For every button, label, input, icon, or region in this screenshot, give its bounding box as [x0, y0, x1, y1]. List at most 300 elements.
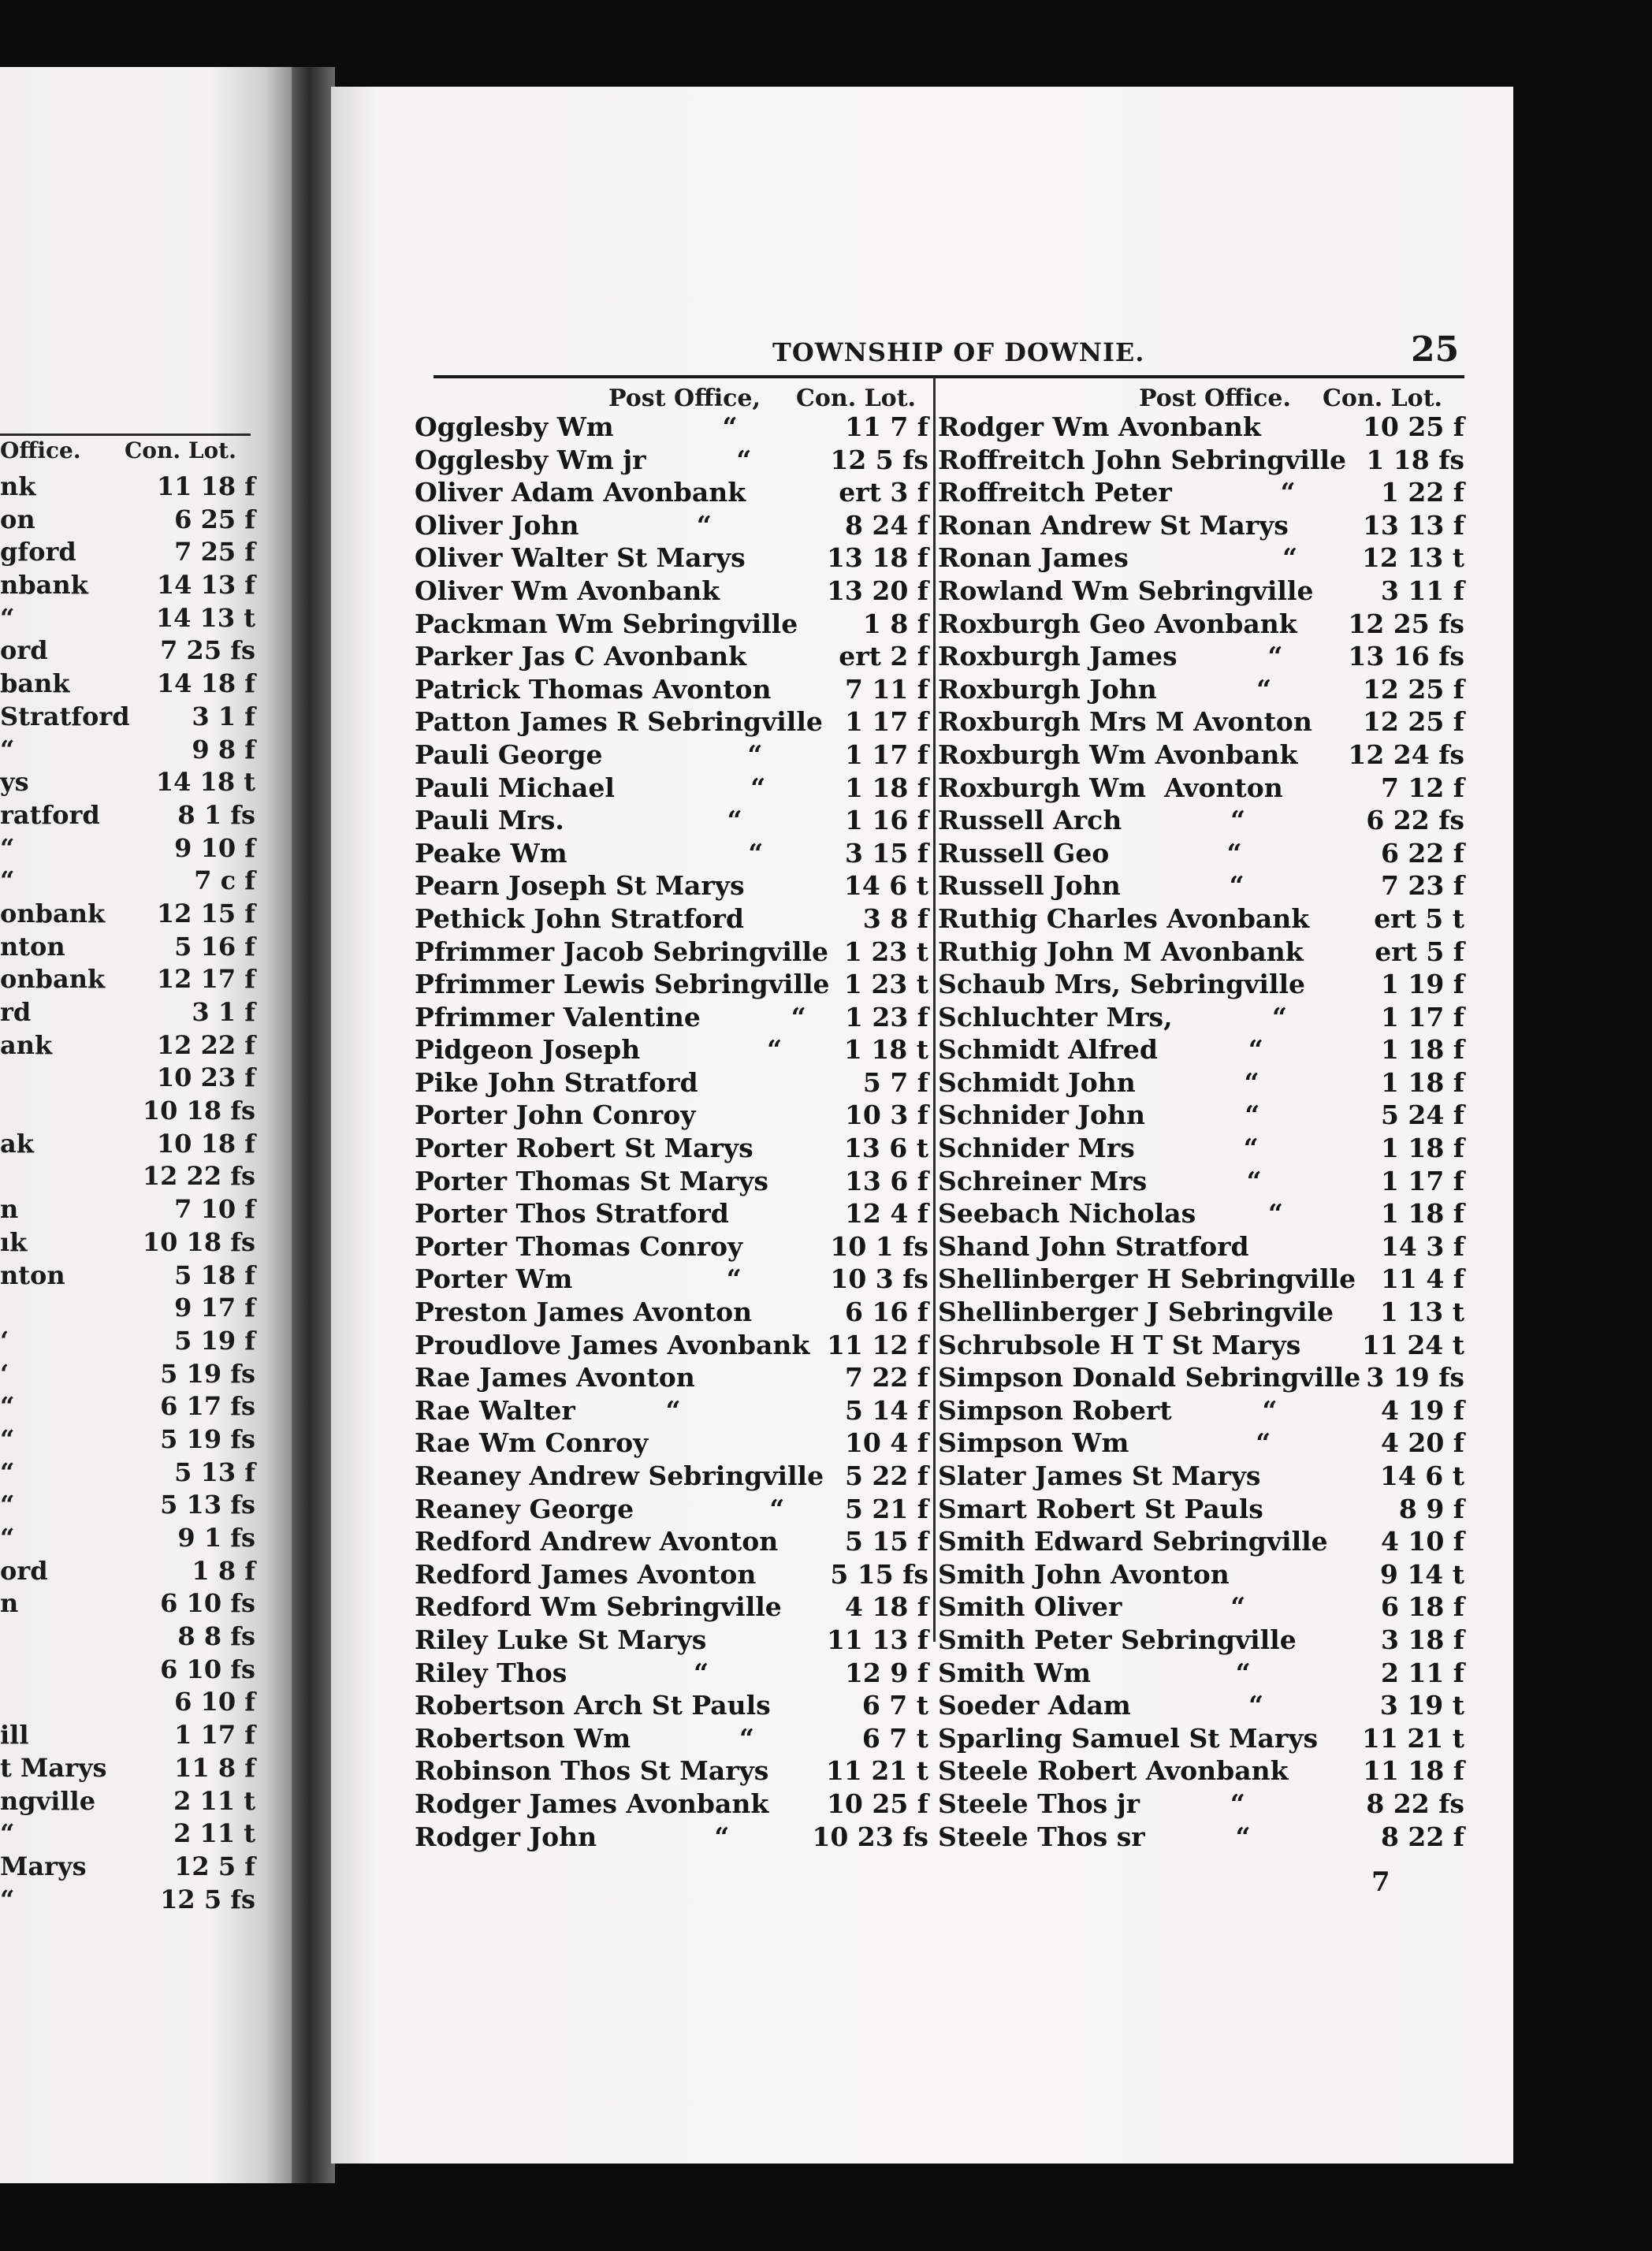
right-column-list: [938, 411, 1464, 1854]
entry-con-lot: 7 12 f: [1380, 772, 1464, 803]
directory-entry: [415, 542, 928, 575]
entry-con-lot: 8 22 fs: [1366, 1788, 1464, 1819]
entry-name-post-office: Patrick Thomas Avonton: [415, 673, 772, 705]
entry-con-lot: 1 23 f: [844, 1001, 928, 1032]
directory-entry: [938, 411, 1464, 445]
directory-entry: [415, 1755, 928, 1788]
left-page-row-conlot: 10 18 f: [156, 1128, 255, 1159]
left-page-row-conlot: 5 18 f: [174, 1259, 255, 1290]
entry-con-lot: 10 3 fs: [830, 1263, 928, 1295]
left-page-row: [0, 504, 260, 538]
entry-con-lot: ert 2 f: [839, 641, 928, 672]
entry-con-lot: 12 9 f: [844, 1657, 928, 1688]
right-column-header-office: Post Office.: [1139, 385, 1291, 412]
entry-con-lot: 6 22 fs: [1366, 805, 1464, 836]
left-page-row-text: “: [0, 602, 15, 633]
left-page-row: [0, 1129, 260, 1162]
left-page-row-conlot: 6 10 fs: [160, 1588, 255, 1619]
entry-name-post-office: Reaney George “: [415, 1493, 785, 1524]
left-page-row-conlot: 12 5 f: [174, 1851, 255, 1881]
entry-con-lot: 1 19 f: [1380, 969, 1464, 1000]
entry-name-post-office: Packman Wm Sebringville: [415, 608, 798, 639]
entry-name-post-office: Roxburgh John “: [938, 673, 1272, 705]
entry-con-lot: 4 10 f: [1380, 1526, 1464, 1557]
left-page-row: [0, 1885, 260, 1918]
left-page-row-text: “: [0, 1457, 15, 1487]
directory-entry: [415, 1591, 928, 1624]
entry-con-lot: 10 25 f: [826, 1788, 928, 1819]
entry-name-post-office: Soeder Adam “: [938, 1690, 1264, 1721]
entry-con-lot: 7 22 f: [844, 1362, 928, 1393]
entry-con-lot: 5 22 f: [844, 1460, 928, 1491]
left-page-row-conlot: 11 18 f: [156, 471, 255, 501]
entry-name-post-office: Robertson Wm “: [415, 1722, 755, 1754]
directory-entry: [938, 1297, 1464, 1330]
entry-con-lot: 10 25 f: [1362, 411, 1464, 442]
entry-con-lot: 1 18 fs: [1366, 444, 1464, 475]
entry-name-post-office: Peake Wm “: [415, 837, 764, 869]
left-page-row: [0, 1786, 260, 1819]
left-page-row-text: Marys: [0, 1851, 87, 1881]
directory-entry: [938, 641, 1464, 674]
directory-entry: [415, 674, 928, 707]
entry-con-lot: 12 4 f: [844, 1198, 928, 1230]
directory-entry: [415, 772, 928, 806]
entry-name-post-office: Pike John Stratford: [415, 1066, 698, 1098]
entry-con-lot: 11 4 f: [1380, 1263, 1464, 1295]
entry-con-lot: 11 12 f: [826, 1329, 928, 1360]
left-page-row-conlot: 10 18 fs: [142, 1226, 255, 1257]
left-page-row: [0, 570, 260, 603]
entry-name-post-office: Robinson Thos St Marys: [415, 1755, 769, 1787]
left-page-row-conlot: 11 8 f: [174, 1752, 255, 1783]
left-page-row-text: onbank: [0, 964, 106, 995]
left-page-row-conlot: 5 19 fs: [160, 1358, 255, 1389]
entry-name-post-office: Oliver Adam Avonbank: [415, 477, 746, 508]
entry-con-lot: ert 5 t: [1374, 902, 1464, 934]
entry-name-post-office: Sparling Samuel St Marys: [938, 1722, 1319, 1754]
left-page-row: [0, 1621, 260, 1654]
entry-con-lot: 5 24 f: [1380, 1099, 1464, 1131]
entry-con-lot: 12 25 f: [1362, 673, 1464, 705]
entry-name-post-office: Redford James Avonton: [415, 1558, 757, 1590]
left-page-row-text: nton: [0, 1259, 65, 1290]
left-header-office: Office.: [0, 437, 81, 463]
column-divider: [933, 377, 936, 1642]
entry-name-post-office: Steele Robert Avonbank: [938, 1755, 1289, 1787]
entry-name-post-office: Preston James Avonton: [415, 1297, 753, 1328]
left-page-row-conlot: 9 10 f: [174, 832, 255, 863]
left-page-row: [0, 1687, 260, 1720]
entry-con-lot: 12 24 fs: [1348, 739, 1464, 770]
entry-con-lot: 11 21 t: [1361, 1722, 1464, 1754]
left-page-row-conlot: 7 25 fs: [160, 635, 255, 666]
left-page-row: [0, 1227, 260, 1260]
entry-name-post-office: Porter Robert St Marys: [415, 1133, 753, 1164]
left-page-rule: [0, 433, 251, 436]
entry-con-lot: 6 16 f: [844, 1297, 928, 1328]
left-page-list: [0, 471, 260, 1917]
entry-name-post-office: Ogglesby Wm jr “: [415, 444, 752, 475]
entry-name-post-office: Pethick John Stratford: [415, 902, 744, 934]
directory-entry: [938, 575, 1464, 608]
left-page-row-text: nton: [0, 931, 65, 962]
entry-con-lot: 13 6 t: [843, 1133, 928, 1164]
directory-entry: [938, 1362, 1464, 1395]
entry-con-lot: 3 8 f: [862, 902, 928, 934]
left-page-row-conlot: 7 25 f: [174, 537, 255, 567]
left-page-row: [0, 1818, 260, 1851]
entry-name-post-office: Rodger Wm Avonbank: [938, 411, 1261, 442]
left-page-row: [0, 899, 260, 932]
left-page-row-conlot: 14 13 t: [155, 602, 255, 633]
entry-name-post-office: Schnider Mrs “: [938, 1133, 1259, 1164]
entry-name-post-office: Patton James R Sebringville: [415, 706, 823, 738]
directory-entry: [938, 1788, 1464, 1821]
left-page-row: [0, 603, 260, 636]
entry-con-lot: 1 8 f: [862, 608, 928, 639]
directory-entry: [415, 1494, 928, 1527]
left-page-row: [0, 1851, 260, 1885]
entry-con-lot: 1 17 f: [844, 706, 928, 738]
entry-name-post-office: Russell Arch “: [938, 805, 1246, 836]
directory-entry: [415, 1821, 928, 1855]
entry-con-lot: 4 18 f: [844, 1591, 928, 1623]
left-page-row-text: n: [0, 1588, 19, 1619]
left-page-row-conlot: 2 11 t: [173, 1785, 255, 1816]
entry-name-post-office: Rae Wm Conroy: [415, 1427, 649, 1459]
left-page-row-text: gford: [0, 537, 76, 567]
directory-entry: [415, 1002, 928, 1035]
left-page-row: [0, 1457, 260, 1490]
entry-name-post-office: Russell John “: [938, 870, 1245, 902]
entry-name-post-office: Ruthig John M Avonbank: [938, 936, 1304, 967]
left-page-row: [0, 1424, 260, 1457]
directory-entry: [938, 1494, 1464, 1527]
directory-entry: [415, 1624, 928, 1658]
entry-con-lot: 11 18 f: [1362, 1755, 1464, 1787]
left-page-row-conlot: 9 17 f: [174, 1293, 255, 1323]
entry-name-post-office: Porter Thos Stratford: [415, 1198, 729, 1230]
directory-entry: [415, 1460, 928, 1494]
entry-name-post-office: Ronan James “: [938, 542, 1298, 574]
left-page-row-text: ill: [0, 1720, 29, 1751]
entry-name-post-office: Pidgeon Joseph “: [415, 1034, 783, 1066]
directory-entry: [415, 1133, 928, 1166]
left-page-row-text: “: [0, 1818, 15, 1849]
directory-entry: [415, 1526, 928, 1559]
entry-con-lot: ert 3 f: [839, 477, 928, 508]
entry-name-post-office: Simpson Donald Sebringville: [938, 1362, 1361, 1393]
left-page-row-text: rd: [0, 997, 32, 1027]
left-page-row-text: ratford: [0, 799, 100, 830]
left-page-row-conlot: 6 17 fs: [160, 1391, 255, 1422]
entry-con-lot: 5 7 f: [862, 1066, 928, 1098]
entry-name-post-office: Porter Thomas St Marys: [415, 1165, 768, 1196]
directory-entry: [938, 1002, 1464, 1035]
left-page-row-text: on: [0, 504, 35, 534]
entry-name-post-office: Pauli George “: [415, 739, 763, 770]
left-page-row-text: “: [0, 1423, 15, 1454]
entry-name-post-office: Simpson Robert “: [938, 1394, 1278, 1426]
entry-name-post-office: Shand John Stratford: [938, 1230, 1249, 1262]
entry-name-post-office: Oliver Wm Avonbank: [415, 575, 720, 606]
entry-name-post-office: Ruthig Charles Avonbank: [938, 902, 1310, 934]
left-page-row-conlot: 14 18 t: [155, 767, 255, 798]
directory-entry: [938, 903, 1464, 936]
directory-entry: [415, 969, 928, 1002]
left-column-header-conlot: Con. Lot.: [796, 385, 916, 412]
left-page-row: [0, 1523, 260, 1556]
directory-entry: [415, 805, 928, 838]
entry-name-post-office: Pfrimmer Jacob Sebringville: [415, 936, 828, 967]
left-page-row-conlot: 6 10 fs: [160, 1654, 255, 1684]
left-page-row-conlot: 9 1 fs: [177, 1523, 255, 1553]
entry-con-lot: 8 22 f: [1380, 1821, 1464, 1852]
left-page-row-conlot: 10 18 fs: [142, 1096, 255, 1126]
left-page-row: [0, 1720, 260, 1753]
entry-name-post-office: Redford Wm Sebringville: [415, 1591, 782, 1623]
left-page-row-text: onbank: [0, 898, 106, 928]
left-page-row-conlot: 5 19 f: [174, 1325, 255, 1356]
entry-name-post-office: Proudlove James Avonbank: [415, 1329, 810, 1360]
directory-entry: [938, 1755, 1464, 1788]
left-page-row: [0, 471, 260, 504]
entry-con-lot: 1 16 f: [844, 805, 928, 836]
left-page-row-text: “: [0, 1490, 15, 1520]
entry-con-lot: 10 23 fs: [812, 1821, 928, 1852]
entry-con-lot: 3 18 f: [1380, 1624, 1464, 1655]
entry-con-lot: 5 21 f: [844, 1493, 928, 1524]
left-page-row: [0, 833, 260, 866]
directory-entry: [938, 510, 1464, 543]
directory-entry: [938, 936, 1464, 969]
left-page-row: [0, 1588, 260, 1621]
entry-con-lot: 1 17 f: [1380, 1165, 1464, 1196]
entry-con-lot: 11 24 t: [1361, 1329, 1464, 1360]
left-page-row: [0, 1030, 260, 1063]
entry-name-post-office: Slater James St Marys: [938, 1460, 1261, 1491]
entry-con-lot: 6 18 f: [1380, 1591, 1464, 1623]
entry-con-lot: 14 3 f: [1380, 1230, 1464, 1262]
entry-con-lot: 3 15 f: [844, 837, 928, 869]
directory-entry: [938, 706, 1464, 739]
directory-entry: [938, 1198, 1464, 1231]
left-page-row: [0, 932, 260, 965]
entry-con-lot: 1 18 t: [843, 1034, 928, 1066]
entry-name-post-office: Smith Peter Sebringville: [938, 1624, 1297, 1655]
left-page-row-text: ‘: [0, 1325, 9, 1356]
left-page-row-text: Stratford: [0, 701, 130, 731]
entry-name-post-office: Parker Jas C Avonbank: [415, 641, 747, 672]
entry-con-lot: 6 22 f: [1380, 837, 1464, 869]
entry-con-lot: 1 18 f: [1380, 1133, 1464, 1164]
left-page-row: [0, 1062, 260, 1096]
entry-name-post-office: Ronan Andrew St Marys: [938, 509, 1289, 541]
directory-entry: [415, 1330, 928, 1363]
entry-con-lot: 11 21 t: [825, 1755, 928, 1787]
directory-entry: [415, 1034, 928, 1067]
entry-con-lot: 1 13 t: [1379, 1297, 1464, 1328]
left-page-row-text: ord: [0, 1555, 48, 1586]
entry-name-post-office: Schrubsole H T St Marys: [938, 1329, 1301, 1360]
entry-con-lot: 1 18 f: [1380, 1034, 1464, 1066]
left-page-row-text: ık: [0, 1226, 28, 1257]
directory-entry: [415, 1690, 928, 1723]
directory-entry: [938, 1263, 1464, 1297]
entry-name-post-office: Russell Geo “: [938, 837, 1242, 869]
entry-name-post-office: Roxburgh Geo Avonbank: [938, 608, 1297, 639]
entry-con-lot: 9 14 t: [1379, 1558, 1464, 1590]
left-page-row-text: “: [0, 1391, 15, 1422]
left-page-row-text: nk: [0, 471, 36, 501]
page-number: 25: [1411, 329, 1460, 370]
left-page-row: [0, 767, 260, 800]
entry-con-lot: 2 11 f: [1380, 1657, 1464, 1688]
left-page-row: [0, 537, 260, 570]
left-page-row-conlot: 14 13 f: [156, 570, 255, 601]
directory-entry: [415, 1198, 928, 1231]
entry-con-lot: 7 23 f: [1380, 870, 1464, 902]
directory-entry: [415, 706, 928, 739]
left-page-row-text: n: [0, 1194, 19, 1225]
directory-entry: [415, 1427, 928, 1460]
directory-entry: [938, 1526, 1464, 1559]
entry-con-lot: 7 11 f: [844, 673, 928, 705]
directory-entry: [415, 870, 928, 903]
entry-name-post-office: Reaney Andrew Sebringville: [415, 1460, 824, 1491]
left-page-row-text: “: [0, 734, 15, 765]
entry-name-post-office: Rodger John “: [415, 1821, 730, 1852]
left-page-row: [0, 735, 260, 768]
left-page-row-conlot: 1 17 f: [174, 1720, 255, 1751]
left-page-row: [0, 701, 260, 735]
entry-name-post-office: Rowland Wm Sebringville: [938, 575, 1314, 606]
entry-con-lot: 1 23 t: [843, 969, 928, 1000]
entry-name-post-office: Smith John Avonton: [938, 1558, 1230, 1590]
entry-con-lot: 5 14 f: [844, 1394, 928, 1426]
directory-entry: [938, 445, 1464, 478]
directory-entry: [415, 1297, 928, 1330]
entry-con-lot: 12 13 t: [1361, 542, 1464, 574]
left-page-row: [0, 1096, 260, 1129]
entry-name-post-office: Porter John Conroy: [415, 1099, 696, 1131]
entry-con-lot: 12 5 fs: [830, 444, 928, 475]
entry-con-lot: 1 22 f: [1380, 477, 1464, 508]
directory-entry: [415, 1788, 928, 1821]
left-page-row-conlot: 10 23 f: [156, 1062, 255, 1093]
left-page-row-conlot: 12 5 fs: [160, 1884, 255, 1914]
entry-name-post-office: Porter Wm “: [415, 1263, 742, 1295]
directory-entry: [415, 1099, 928, 1133]
entry-con-lot: 14 6 t: [843, 870, 928, 902]
left-page-row-conlot: 12 22 fs: [142, 1161, 255, 1192]
left-column-list: [415, 411, 928, 1854]
entry-name-post-office: Roxburgh Mrs M Avonton: [938, 706, 1312, 738]
entry-name-post-office: Roxburgh James “: [938, 641, 1283, 672]
left-page-row-text: “: [0, 832, 15, 863]
left-page-row-conlot: 8 1 fs: [177, 799, 255, 830]
left-page-row-conlot: 12 22 f: [156, 1029, 255, 1060]
entry-con-lot: 13 13 f: [1362, 509, 1464, 541]
entry-con-lot: 4 19 f: [1380, 1394, 1464, 1426]
left-page-row-text: t Marys: [0, 1752, 107, 1783]
left-page-row: [0, 1161, 260, 1194]
directory-entry: [415, 1395, 928, 1428]
directory-entry: [938, 969, 1464, 1002]
left-page-row: [0, 1753, 260, 1786]
entry-con-lot: 10 1 fs: [830, 1230, 928, 1262]
entry-name-post-office: Schmidt John “: [938, 1066, 1259, 1098]
entry-con-lot: 11 13 f: [826, 1624, 928, 1655]
directory-entry: [415, 1723, 928, 1756]
entry-con-lot: 10 4 f: [844, 1427, 928, 1459]
left-page-row-conlot: 1 8 f: [192, 1555, 255, 1586]
entry-name-post-office: Rae Walter “: [415, 1394, 681, 1426]
left-page-row: [0, 964, 260, 997]
left-page-row-text: ank: [0, 1029, 53, 1060]
left-page-row-text: ngville: [0, 1785, 96, 1816]
directory-entry: [415, 641, 928, 674]
left-page-row: [0, 1260, 260, 1293]
left-page-row: [0, 635, 260, 668]
directory-entry: [938, 870, 1464, 903]
directory-entry: [938, 805, 1464, 838]
left-page-row: [0, 865, 260, 899]
directory-entry: [938, 1559, 1464, 1592]
left-page-row-conlot: 7 c f: [194, 865, 255, 896]
left-page-row-conlot: 5 19 fs: [160, 1423, 255, 1454]
entry-name-post-office: Robertson Arch St Pauls: [415, 1690, 771, 1721]
entry-name-post-office: Shellinberger J Sebringvile: [938, 1297, 1334, 1328]
left-page-row-conlot: 5 13 fs: [160, 1490, 255, 1520]
directory-entry: [938, 1427, 1464, 1460]
left-page-row-conlot: 3 1 f: [192, 997, 255, 1027]
entry-con-lot: 6 7 t: [861, 1722, 928, 1754]
directory-entry: [938, 1624, 1464, 1658]
entry-con-lot: 3 19 t: [1379, 1690, 1464, 1721]
directory-entry: [415, 608, 928, 642]
left-page-row: [0, 1326, 260, 1359]
entry-name-post-office: Smith Wm “: [938, 1657, 1251, 1688]
entry-con-lot: 14 6 t: [1379, 1460, 1464, 1491]
entry-con-lot: 8 24 f: [844, 509, 928, 541]
left-page-row-conlot: 6 25 f: [174, 504, 255, 534]
entry-name-post-office: Pauli Mrs. “: [415, 805, 742, 836]
left-page-row: [0, 668, 260, 701]
book-gutter: [292, 67, 335, 2183]
entry-name-post-office: Oliver John “: [415, 509, 712, 541]
entry-con-lot: 13 6 f: [844, 1165, 928, 1196]
left-page-row-conlot: 5 16 f: [174, 931, 255, 962]
directory-entry: [938, 1460, 1464, 1494]
entry-name-post-office: Pfrimmer Lewis Sebringville: [415, 969, 830, 1000]
directory-entry: [938, 739, 1464, 772]
directory-entry: [938, 838, 1464, 871]
directory-entry: [415, 445, 928, 478]
entry-name-post-office: Roffreitch John Sebringville: [938, 444, 1347, 475]
left-page-fragment: [0, 67, 301, 2183]
entry-name-post-office: Schaub Mrs, Sebringville: [938, 969, 1305, 1000]
directory-entry: [938, 674, 1464, 707]
entry-con-lot: 1 23 t: [843, 936, 928, 967]
page-title: TOWNSHIP OF DOWNIE.: [772, 337, 1145, 367]
left-page-row-text: ys: [0, 767, 29, 798]
entry-con-lot: 1 17 f: [844, 739, 928, 770]
directory-entry: [415, 838, 928, 871]
left-page-row-conlot: 6 10 f: [174, 1687, 255, 1717]
entry-name-post-office: Oliver Walter St Marys: [415, 542, 746, 574]
